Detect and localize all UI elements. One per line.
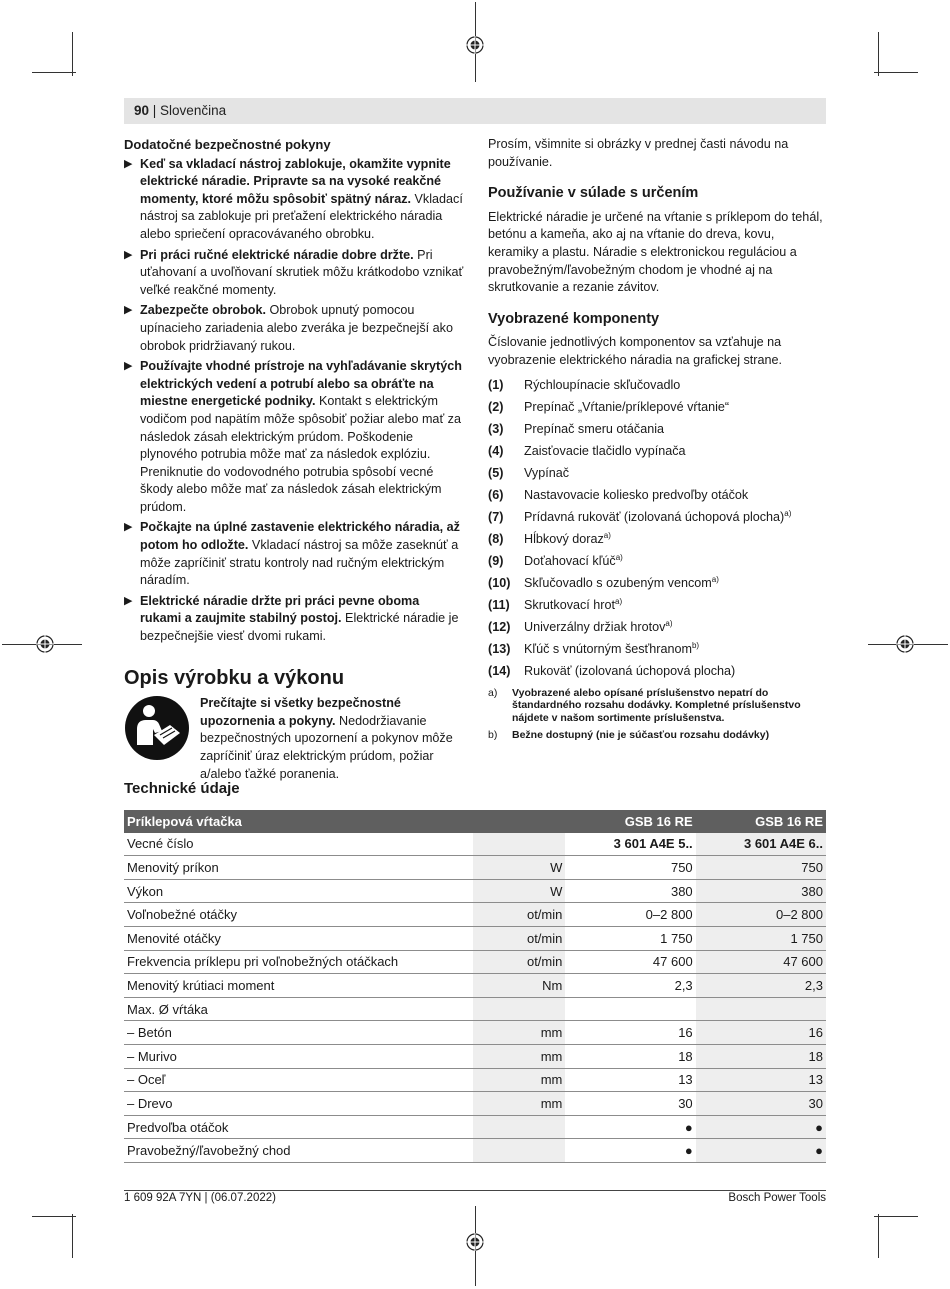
component-footnote: b) — [691, 640, 700, 650]
row-value-model-1: 16 — [565, 1021, 695, 1045]
row-unit: Nm — [473, 974, 565, 998]
components-intro: Číslovanie jednotlivých komponentov sa vzťahuje na vyobrazenie elektrického náradia na grafickej strane. — [488, 335, 783, 367]
row-unit — [473, 833, 565, 856]
row-unit — [473, 1115, 565, 1139]
row-value-model-2: 380 — [696, 879, 826, 903]
component-number: (8) — [488, 531, 504, 546]
row-value-model-2: 3 601 A4E 6.. — [696, 833, 826, 856]
component-text: Kľúč s vnútorným šesťhranom — [524, 641, 692, 656]
component-label — [524, 506, 791, 528]
component-label — [524, 396, 729, 418]
component-footnote: a) — [665, 618, 673, 628]
row-unit: W — [473, 879, 565, 903]
warning-box — [124, 695, 464, 783]
registration-mark-icon — [896, 635, 914, 653]
row-value-model-2: 750 — [696, 856, 826, 880]
footnote-text: Vyobrazené alebo opísané príslušenstvo nepatrí do štandardného rozsahu dodávky. Kompletné príslušenstvo nájdete v našom sortimente príslušenstva. — [512, 686, 801, 724]
section-title: Opis výrobku a výkonu — [124, 666, 345, 689]
list-item — [488, 572, 826, 594]
safety-bullet — [124, 247, 464, 300]
row-value-model-2: 30 — [696, 1092, 826, 1116]
row-label: – Oceľ — [124, 1068, 473, 1092]
row-unit: mm — [473, 1021, 565, 1045]
usage-heading: Používanie v súlade s určením — [488, 185, 699, 202]
crop-mark — [72, 32, 73, 76]
list-item — [488, 462, 826, 484]
table-row — [124, 856, 826, 880]
row-label: Menovitý príkon — [124, 856, 473, 880]
row-value-model-2: 0–2 800 — [696, 903, 826, 927]
row-label: Pravobežný/ľavobežný chod — [124, 1139, 473, 1163]
component-label — [524, 374, 680, 396]
crop-mark — [874, 1216, 918, 1217]
page-header: 90 | Slovenčina — [134, 103, 227, 118]
bullet-arrow-icon: ▶ — [124, 304, 133, 317]
footnote — [488, 687, 826, 725]
list-item — [488, 506, 826, 528]
list-item — [488, 550, 826, 572]
table-row — [124, 1044, 826, 1068]
row-unit: mm — [473, 1092, 565, 1116]
component-number: (9) — [488, 553, 504, 568]
bullet-arrow-icon: ▶ — [124, 248, 133, 261]
component-number: (11) — [488, 597, 510, 612]
component-text: Rukoväť (izolovaná úchopová plocha) — [524, 663, 736, 678]
row-label: Frekvencia príklepu pri voľnobežných otáčkach — [124, 950, 473, 974]
component-text: Zaisťovacie tlačidlo vypínača — [524, 443, 686, 458]
list-item — [488, 484, 826, 506]
table-row — [124, 926, 826, 950]
component-number: (10) — [488, 575, 511, 590]
component-footnote: a) — [603, 530, 611, 540]
row-value-model-2: 2,3 — [696, 974, 826, 998]
row-label: – Betón — [124, 1021, 473, 1045]
component-text: Vypínač — [524, 465, 570, 480]
row-value-model-2: 47 600 — [696, 950, 826, 974]
component-label — [524, 638, 699, 660]
registration-mark-icon — [466, 36, 484, 54]
row-value-model-1: 3 601 A4E 5.. — [565, 833, 695, 856]
table-row — [124, 1139, 826, 1163]
technical-title: Technické údaje — [124, 780, 240, 797]
row-label: Max. Ø vŕtáka — [124, 997, 473, 1021]
footnotes — [488, 687, 826, 742]
component-number: (1) — [488, 377, 504, 392]
list-item — [488, 418, 826, 440]
components-heading: Vyobrazené komponenty — [488, 310, 660, 327]
bullet-text: Vkladací nástroj sa môže zaseknúť a môže zapríčiniť stratu kontroly nad ručným elektrickým náradím. — [140, 538, 459, 588]
row-unit: W — [473, 856, 565, 880]
component-text: Nastavovacie koliesko predvoľby otáčok — [524, 487, 749, 502]
crop-mark — [874, 72, 918, 73]
row-value-model-1 — [565, 997, 695, 1021]
safety-heading: Dodatočné bezpečnostné pokyny — [124, 137, 331, 152]
bullet-text: Kontakt s elektrickým vodičom pod napätím môže spôsobiť požiar alebo mať za následok zásah elektrickým prúdom. Poškodenie plynového potrubia môže mať za následok explóziu. Preniknutie do vodovodného potrubia spôsobí vecné škody alebo môže mať za následok zásah elektrickým prúdom. — [140, 394, 461, 514]
table-header-row — [124, 810, 826, 833]
table-row — [124, 1092, 826, 1116]
component-footnote: a) — [615, 552, 623, 562]
safety-bullet — [124, 358, 464, 516]
row-label: Predvoľba otáčok — [124, 1115, 473, 1139]
table-header-label: Príklepová vŕtačka — [124, 810, 473, 833]
table-row — [124, 1115, 826, 1139]
footnote-key: b) — [488, 729, 498, 742]
component-number: (3) — [488, 421, 504, 436]
list-item — [488, 528, 826, 550]
component-number: (14) — [488, 663, 511, 678]
crop-mark — [32, 1216, 76, 1217]
component-text: Doťahovací kľúč — [524, 553, 616, 568]
component-text: Prepínač „Vŕtanie/príklepové vŕtanie“ — [524, 399, 730, 414]
registration-mark-icon — [466, 1233, 484, 1251]
component-label — [524, 572, 719, 594]
table-row — [124, 879, 826, 903]
component-label — [524, 616, 673, 638]
bullet-arrow-icon: ▶ — [124, 594, 133, 607]
row-value-model-2: 18 — [696, 1044, 826, 1068]
bullet-bold: Zabezpečte obrobok. — [140, 303, 266, 318]
row-label: Vecné číslo — [124, 833, 473, 856]
warning-text — [200, 695, 464, 783]
safety-bullet — [124, 593, 464, 646]
component-number: (5) — [488, 465, 504, 480]
footer-doc-number: 1 609 92A 7YN | (06.07.2022) — [124, 1192, 276, 1204]
component-footnote: a) — [615, 596, 623, 606]
bullet-arrow-icon: ▶ — [124, 521, 133, 534]
row-label: Voľnobežné otáčky — [124, 903, 473, 927]
component-text: Prepínač smeru otáčania — [524, 421, 665, 436]
bullet-text: Elektrické náradie je bezpečnejšie viesť dvomi rukami. — [140, 611, 459, 644]
crop-mark — [32, 72, 76, 73]
component-number: (2) — [488, 399, 504, 414]
safety-bullet-list — [124, 156, 464, 646]
table-row — [124, 974, 826, 998]
component-text: Skľučovadlo s ozubeným vencom — [524, 575, 712, 590]
footnote-text: Bežne dostupný (nie je súčasťou rozsahu dodávky) — [512, 729, 770, 742]
registration-mark-icon — [36, 635, 54, 653]
component-text: Prídavná rukoväť (izolovaná úchopová plocha) — [524, 509, 785, 524]
row-value-model-2: ● — [696, 1115, 826, 1139]
component-number: (4) — [488, 443, 504, 458]
component-text: Skrutkovací hrot — [524, 597, 615, 612]
bullet-arrow-icon: ▶ — [124, 360, 133, 373]
row-label: – Murivo — [124, 1044, 473, 1068]
crop-mark — [878, 32, 879, 76]
component-label — [524, 550, 623, 572]
footer-brand: Bosch Power Tools — [728, 1192, 826, 1204]
row-value-model-2: ● — [696, 1139, 826, 1163]
component-number: (13) — [488, 641, 511, 656]
right-column — [488, 136, 826, 742]
bullet-text: Obrobok upnutý pomocou upínacieho zariadenia alebo zveráka je bezpečnejší ako obrobok pridržiavaný rukou. — [140, 303, 453, 353]
footer-rule — [124, 1190, 826, 1191]
list-item — [488, 440, 826, 462]
row-value-model-1: 380 — [565, 879, 695, 903]
row-unit: mm — [473, 1044, 565, 1068]
component-label — [524, 528, 611, 550]
bullet-bold: Počkajte na úplné zastavenie elektrického náradia, až potom ho odložte. — [140, 520, 460, 553]
safety-bullet — [124, 156, 464, 244]
intro-text: Prosím, všimnite si obrázky v prednej časti návodu na používanie. — [488, 137, 789, 169]
row-value-model-1: ● — [565, 1115, 695, 1139]
usage-text: Elektrické náradie je určené na vŕtanie s príklepom do tehál, betónu a kameňa, ako aj na vŕtanie do dreva, kovu, keramiky a plastu. Náradie s elektronickou reguláciou a pravobežným/ľavobežným chodom je vhodné aj na skrutkovanie a rezanie závitov. — [488, 209, 823, 295]
table-row — [124, 950, 826, 974]
component-label — [524, 462, 569, 484]
component-text: Rýchloupínacie skľučovadlo — [524, 377, 681, 392]
bullet-text: Pri uťahovaní a uvoľňovaní skrutiek môžu krátkodobo vznikať veľké reakčné momenty. — [140, 247, 464, 297]
list-item — [488, 638, 826, 660]
footnote-key: a) — [488, 686, 498, 699]
page-number: 90 — [134, 103, 150, 118]
table-header-model-2: GSB 16 RE — [696, 810, 826, 833]
bullet-bold: Elektrické náradie držte pri práci pevne oboma rukami a zaujmite stabilný postoj. — [140, 593, 420, 626]
component-text: Univerzálny držiak hrotov — [524, 619, 666, 634]
row-value-model-1: 2,3 — [565, 974, 695, 998]
table-row — [124, 1068, 826, 1092]
list-item — [488, 594, 826, 616]
crop-mark — [878, 1214, 879, 1258]
safety-bullet — [124, 302, 464, 355]
table-row — [124, 833, 826, 856]
bullet-text: Vkladací nástroj sa zablokuje pri preťažení elektrického náradia alebo spriečení opracovávaného obrobku. — [140, 191, 463, 241]
row-value-model-2 — [696, 997, 826, 1021]
read-manual-icon — [124, 695, 190, 761]
row-value-model-1: 13 — [565, 1068, 695, 1092]
page-header-bar — [124, 98, 826, 124]
bullet-bold: Používajte vhodné prístroje na vyhľadávanie skrytých elektrických vedení a potrubí alebo sa obráťte na miestne energetické podniky. — [140, 359, 462, 409]
safety-bullet — [124, 519, 464, 589]
row-unit: ot/min — [473, 926, 565, 950]
row-label: Výkon — [124, 879, 473, 903]
row-value-model-1: 0–2 800 — [565, 903, 695, 927]
row-unit — [473, 997, 565, 1021]
row-label: Menovitý krútiaci moment — [124, 974, 473, 998]
table-header-unit — [473, 810, 565, 833]
row-value-model-1: 1 750 — [565, 926, 695, 950]
list-item — [488, 660, 826, 682]
list-item — [488, 616, 826, 638]
list-item — [488, 396, 826, 418]
component-footnote: a) — [711, 574, 719, 584]
table-row — [124, 997, 826, 1021]
component-label — [524, 440, 686, 462]
table-row — [124, 1021, 826, 1045]
row-value-model-1: 750 — [565, 856, 695, 880]
table-row — [124, 903, 826, 927]
component-label — [524, 660, 735, 682]
row-value-model-2: 16 — [696, 1021, 826, 1045]
bullet-bold: Pri práci ručné elektrické náradie dobre držte. — [140, 247, 414, 262]
bullet-arrow-icon: ▶ — [124, 157, 133, 170]
component-number: (12) — [488, 619, 511, 634]
row-unit: mm — [473, 1068, 565, 1092]
crop-mark — [72, 1214, 73, 1258]
list-item — [488, 374, 826, 396]
components-list — [488, 374, 826, 682]
component-number: (6) — [488, 487, 504, 502]
footnote — [488, 729, 826, 742]
row-value-model-1: 18 — [565, 1044, 695, 1068]
row-label: – Drevo — [124, 1092, 473, 1116]
left-column — [124, 136, 464, 783]
row-unit: ot/min — [473, 950, 565, 974]
warning-body: Nedodržiavanie bezpečnostných upozornení a pokynov môže zapríčiniť úraz elektrickým prúdom, požiar a/alebo ťažké poranenia. — [200, 713, 453, 781]
bullet-bold: Keď sa vkladací nástroj zablokuje, okamžite vypnite elektrické náradie. Pripravte sa na vysoké reakčné momenty, ktoré môžu spôsobiť spätný náraz. — [140, 156, 451, 206]
table-header-model-1: GSB 16 RE — [565, 810, 695, 833]
row-value-model-1: 30 — [565, 1092, 695, 1116]
row-value-model-2: 13 — [696, 1068, 826, 1092]
technical-table — [124, 810, 826, 1163]
row-unit — [473, 1139, 565, 1163]
component-label — [524, 484, 748, 506]
row-value-model-1: 47 600 — [565, 950, 695, 974]
row-label: Menovité otáčky — [124, 926, 473, 950]
page-language: Slovenčina — [160, 103, 227, 118]
component-label — [524, 418, 664, 440]
row-value-model-1: ● — [565, 1139, 695, 1163]
component-footnote: a) — [784, 508, 792, 518]
component-label — [524, 594, 622, 616]
component-text: Hĺbkový doraz — [524, 531, 604, 546]
component-number: (7) — [488, 509, 504, 524]
warning-bold: Prečítajte si všetky bezpečnostné upozornenia a pokyny. — [200, 696, 401, 728]
row-unit: ot/min — [473, 903, 565, 927]
row-value-model-2: 1 750 — [696, 926, 826, 950]
